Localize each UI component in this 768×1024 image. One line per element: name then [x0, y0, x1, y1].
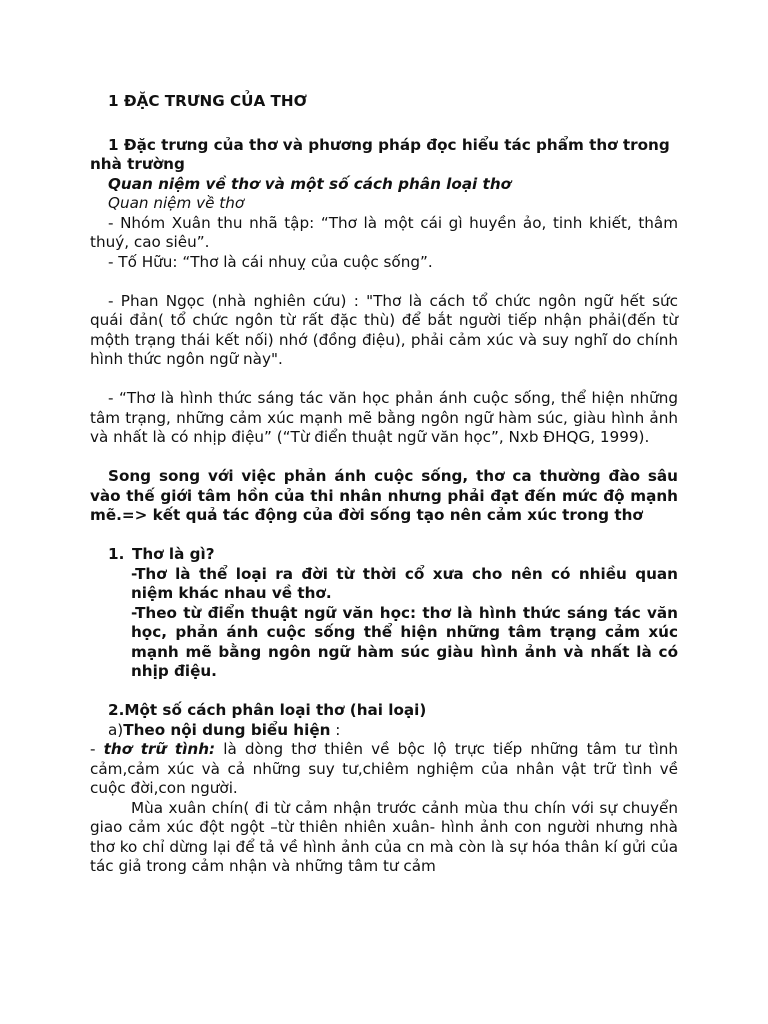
- list-item-definition-b: -Theo từ điển thuật ngữ văn học: thơ là hình thức sáng tác văn học, phản ánh cuộc sống thể hiện những tâm trạng cảm xúc mạnh mẽ bằng ngôn ngữ hàm súc giàu hình ảnh và nhất là có nhịp điệu.: [131, 603, 678, 680]
- list-item-tho-la-gi: [90, 545, 678, 565]
- list-item-title: Thơ là gì?: [132, 545, 215, 563]
- paragraph-mua-xuan-chin: Mùa xuân chín( đi từ cảm nhận trước cảnh mùa thu chín với sự chuyển giao cảm xúc đột ngột –từ thiên nhiên xuân- hình ảnh con người nhưng nhà thơ ko chỉ dừng lại để tả về hình ảnh của cn mà còn là sự hóa thân kí gửi của tác giả trong cảm nhận và những tâm tư cảm: [90, 798, 678, 875]
- tru-tinh-description: là dòng thơ thiên về bộc lộ trực tiếp những tâm tư tình cảm,cảm xúc và cả những suy tư,chiêm nghiệm của nhân vật trữ tình về cuộc đời,con người.: [90, 740, 679, 797]
- subheading-quan-niem-ve-tho: Quan niệm về thơ: [108, 194, 245, 212]
- document-page: [90, 92, 678, 877]
- paragraph-tho-tru-tinh: [90, 740, 678, 799]
- quote-phan-ngoc: - Phan Ngọc (nhà nghiên cứu) : "Thơ là cách tổ chức ngôn ngữ hết sức quái đản( tổ chức ngôn từ rất đặc thù) để bắt người tiếp nhận phải(đến từ mộth trạng thái kết nối) nhớ (đồng điệu), phải cảm xúc và suy nghĩ do chính hình thức ngôn ngữ này".: [90, 291, 678, 368]
- label-a-prefix: a): [108, 720, 124, 739]
- list-item-definition-a: -Thơ là thể loại ra đời từ thời cổ xưa cho nên có nhiều quan niệm khác nhau về thơ.: [131, 564, 678, 602]
- dash: -: [90, 740, 104, 758]
- term-tho-tru-tinh: thơ trữ tình:: [103, 740, 216, 758]
- heading-dac-trung: 1 ĐẶC TRƯNG CỦA THƠ: [108, 92, 307, 110]
- quote-tu-dien-thuat-ngu: - “Thơ là hình thức sáng tác văn học phản ánh cuộc sống, thể hiện những tâm trạng, những cảm xúc mạnh mẽ bằng ngôn ngữ hàm súc, giàu hình ảnh và nhất là có nhịp điệu” (“Từ điển thuật ngữ văn học”, Nxb ĐHQG, 1999).: [90, 389, 678, 446]
- label-a-suffix: :: [330, 720, 341, 739]
- heading-quan-niem: Quan niệm về thơ và một số cách phân loại thơ: [108, 174, 512, 193]
- label-theo-noi-dung: Theo nội dung biểu hiện: [123, 720, 331, 739]
- heading-dac-trung-phuong-phap: 1 Đặc trưng của thơ và phương pháp đọc hiểu tác phẩm thơ trong nhà trường: [90, 135, 670, 173]
- quote-xuan-thu-nha-tap: - Nhóm Xuân thu nhã tập: “Thơ là một cái gì huyền ảo, tinh khiết, thâm thuý, cao siêu”.: [90, 213, 678, 251]
- heading-phan-loai: 2.Một số cách phân loại thơ (hai loại): [108, 701, 427, 719]
- subheading-noi-dung-bieu-hien: [90, 721, 678, 741]
- list-number: 1.: [108, 545, 125, 563]
- quote-to-huu: - Tố Hữu: “Thơ là cái nhuỵ của cuộc sống”.: [108, 252, 433, 271]
- paragraph-song-song: Song song với việc phản ánh cuộc sống, thơ ca thường đào sâu vào thế giới tâm hồn của thi nhân nhưng phải đạt đến mức độ mạnh mẽ.=> kết quả tác động của đời sống tạo nên cảm xúc trong thơ: [90, 467, 678, 524]
